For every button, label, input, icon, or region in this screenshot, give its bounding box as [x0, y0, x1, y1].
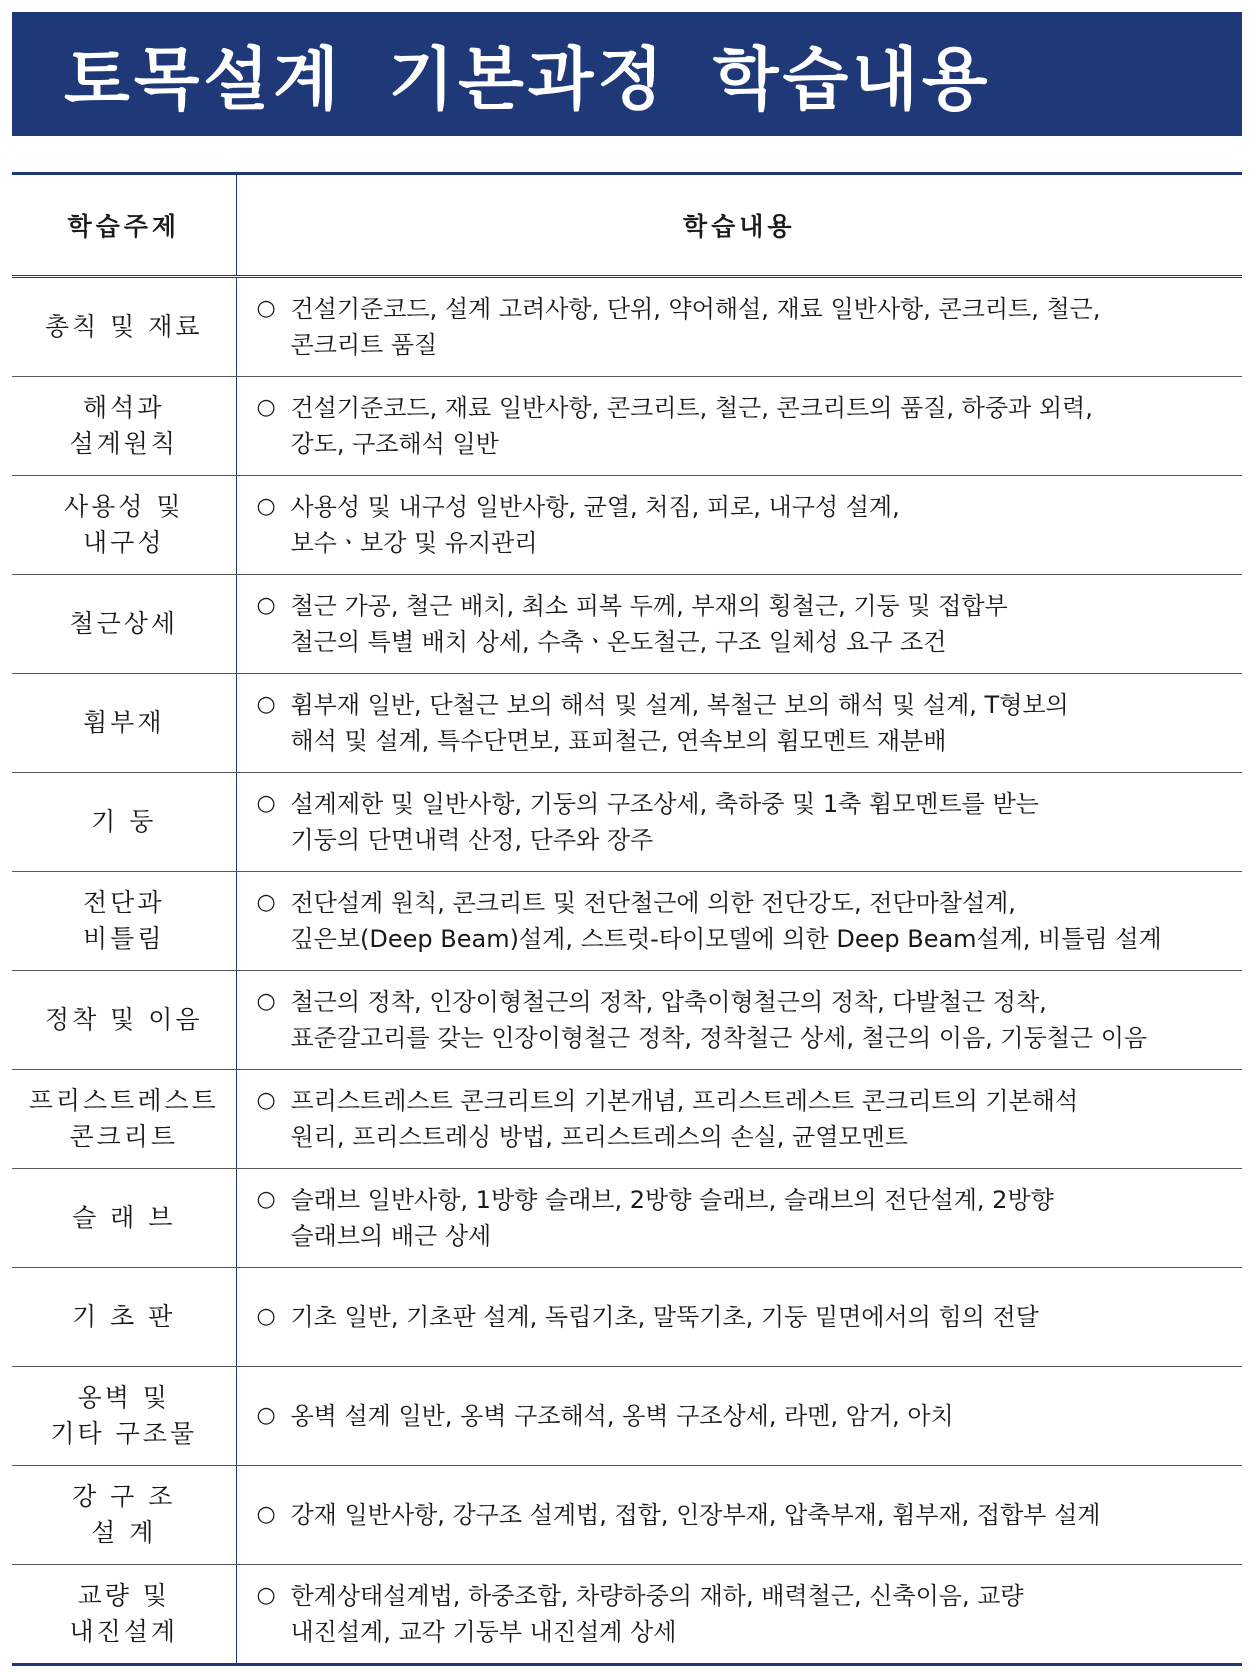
topic-cell: 교량 및 내진설계 — [12, 1565, 236, 1665]
table-row — [12, 1169, 1242, 1268]
circle-bullet-icon: ○ — [256, 593, 276, 618]
table-row — [12, 575, 1242, 674]
content-cell — [236, 1169, 1242, 1268]
topic-cell: 정착 및 이음 — [12, 971, 236, 1070]
content-cell — [236, 277, 1242, 377]
content-text: 강재 일반사항, 강구조 설계법, 접합, 인장부재, 압축부재, 휨부재, 접합부 설계 — [290, 1501, 1101, 1529]
table-body — [12, 277, 1242, 1665]
circle-bullet-icon: ○ — [256, 1088, 276, 1113]
content-cell — [236, 575, 1242, 674]
table-row — [12, 476, 1242, 575]
content-text: 철근 가공, 철근 배치, 최소 피복 두께, 부재의 횡철근, 기둥 및 접합부 철근의 특별 배치 상세, 수축ㆍ온도철근, 구조 일체성 요구 조건 — [290, 592, 1008, 656]
circle-bullet-icon: ○ — [256, 692, 276, 717]
circle-bullet-icon: ○ — [256, 1583, 276, 1608]
content-cell — [236, 476, 1242, 575]
content-text: 기초 일반, 기초판 설계, 독립기초, 말뚝기초, 기둥 밑면에서의 힘의 전달 — [290, 1303, 1039, 1331]
content-cell — [236, 971, 1242, 1070]
table-row — [12, 1268, 1242, 1367]
topic-cell: 기 둥 — [12, 773, 236, 872]
table-row — [12, 1466, 1242, 1565]
content-cell — [236, 1367, 1242, 1466]
circle-bullet-icon: ○ — [256, 296, 276, 321]
content-text: 슬래브 일반사항, 1방향 슬래브, 2방향 슬래브, 슬래브의 전단설계, 2방향 슬래브의 배근 상세 — [290, 1186, 1054, 1250]
page-title: 토목설계 기본과정 학습내용 — [64, 40, 992, 120]
content-text: 프리스트레스트 콘크리트의 기본개념, 프리스트레스트 콘크리트의 기본해석 원리, 프리스트레싱 방법, 프리스트레스의 손실, 균열모멘트 — [290, 1087, 1079, 1151]
topic-cell: 해석과 설계원칙 — [12, 377, 236, 476]
content-text: 설계제한 및 일반사항, 기둥의 구조상세, 축하중 및 1축 휨모멘트를 받는 기둥의 단면내력 산정, 단주와 장주 — [290, 790, 1039, 854]
content-cell — [236, 872, 1242, 971]
circle-bullet-icon: ○ — [256, 1187, 276, 1212]
table-row — [12, 1367, 1242, 1466]
topic-cell: 프리스트레스트 콘크리트 — [12, 1070, 236, 1169]
content-text: 휨부재 일반, 단철근 보의 해석 및 설계, 복철근 보의 해석 및 설계, T형보의 해석 및 설계, 특수단면보, 표피철근, 연속보의 휨모멘트 재분배 — [290, 691, 1069, 755]
content-cell — [236, 1070, 1242, 1169]
content-cell — [236, 674, 1242, 773]
content-text: 건설기준코드, 재료 일반사항, 콘크리트, 철근, 콘크리트의 품질, 하중과 외력, 강도, 구조해석 일반 — [290, 394, 1093, 458]
circle-bullet-icon: ○ — [256, 494, 276, 519]
table-header — [12, 174, 1242, 277]
content-text: 옹벽 설계 일반, 옹벽 구조해석, 옹벽 구조상세, 라멘, 암거, 아치 — [290, 1402, 954, 1430]
table-row — [12, 971, 1242, 1070]
curriculum-table-container — [12, 172, 1242, 1666]
topic-cell: 휨부재 — [12, 674, 236, 773]
circle-bullet-icon: ○ — [256, 1403, 276, 1428]
circle-bullet-icon: ○ — [256, 1304, 276, 1329]
table-row — [12, 674, 1242, 773]
content-cell — [236, 1466, 1242, 1565]
topic-cell: 옹벽 및 기타 구조물 — [12, 1367, 236, 1466]
content-text: 사용성 및 내구성 일반사항, 균열, 처짐, 피로, 내구성 설계, 보수ㆍ보강 및 유지관리 — [290, 493, 900, 557]
circle-bullet-icon: ○ — [256, 395, 276, 420]
table-row — [12, 1070, 1242, 1169]
topic-cell: 슬 래 브 — [12, 1169, 236, 1268]
topic-cell: 총칙 및 재료 — [12, 277, 236, 377]
content-text: 한계상태설계법, 하중조합, 차량하중의 재하, 배력철근, 신축이음, 교량 내진설계, 교각 기둥부 내진설계 상세 — [290, 1582, 1024, 1646]
header-content: 학습내용 — [236, 174, 1242, 277]
table-row — [12, 1565, 1242, 1665]
topic-cell: 기 초 판 — [12, 1268, 236, 1367]
topic-cell: 강 구 조 설 계 — [12, 1466, 236, 1565]
topic-cell: 철근상세 — [12, 575, 236, 674]
header-topic: 학습주제 — [12, 174, 236, 277]
content-text: 건설기준코드, 설계 고려사항, 단위, 약어해설, 재료 일반사항, 콘크리트, 철근, 콘크리트 품질 — [290, 295, 1101, 359]
table-row — [12, 277, 1242, 377]
curriculum-table — [12, 172, 1242, 1666]
header-row — [12, 174, 1242, 277]
topic-cell: 사용성 및 내구성 — [12, 476, 236, 575]
table-row — [12, 773, 1242, 872]
title-banner — [12, 12, 1242, 136]
content-text: 철근의 정착, 인장이형철근의 정착, 압축이형철근의 정착, 다발철근 정착, 표준갈고리를 갖는 인장이형철근 정착, 정착철근 상세, 철근의 이음, 기둥철근 이음 — [290, 988, 1148, 1052]
content-cell — [236, 773, 1242, 872]
circle-bullet-icon: ○ — [256, 791, 276, 816]
topic-cell: 전단과 비틀림 — [12, 872, 236, 971]
table-row — [12, 377, 1242, 476]
table-row — [12, 872, 1242, 971]
circle-bullet-icon: ○ — [256, 1502, 276, 1527]
content-cell — [236, 1565, 1242, 1665]
circle-bullet-icon: ○ — [256, 989, 276, 1014]
content-text: 전단설계 원칙, 콘크리트 및 전단철근에 의한 전단강도, 전단마찰설계, 깊은보(Deep Beam)설계, 스트럿-타이모델에 의한 Deep Beam설계, 비틀림 설계 — [290, 889, 1162, 953]
content-cell — [236, 1268, 1242, 1367]
circle-bullet-icon: ○ — [256, 890, 276, 915]
content-cell — [236, 377, 1242, 476]
